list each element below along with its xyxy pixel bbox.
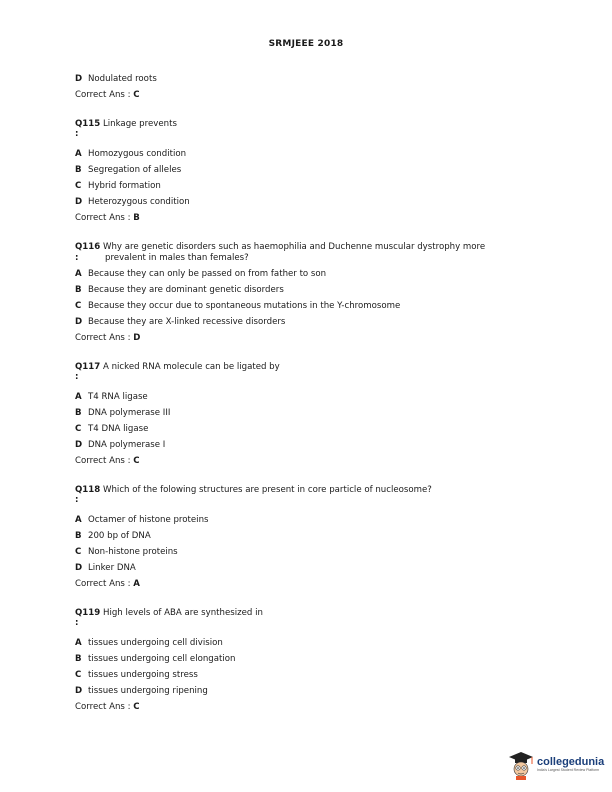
- question-block: [75, 362, 555, 471]
- correct-answer: [75, 701, 555, 717]
- option-row: [75, 562, 555, 578]
- option-letter: C: [75, 424, 82, 434]
- option-list: [75, 637, 555, 717]
- question-heading: [75, 608, 555, 619]
- question-text: Linkage prevents: [102, 119, 177, 129]
- option-row: [75, 196, 555, 212]
- option-row: [75, 637, 555, 653]
- option-row: [75, 391, 555, 407]
- option-list: [75, 268, 555, 348]
- correct-answer: [75, 455, 555, 471]
- question-heading: [75, 485, 555, 496]
- option-text: Hybrid formation: [88, 181, 161, 191]
- correct-answer: [75, 89, 555, 105]
- answer-label: Correct Ans :: [75, 333, 131, 343]
- question-block: [75, 608, 555, 717]
- logo-name: collegedunia: [537, 756, 605, 768]
- option-text: tissues undergoing stress: [88, 670, 198, 680]
- option-row: [75, 164, 555, 180]
- question-text: Which of the folowing structures are present in core particle of nucleosome?: [102, 485, 432, 495]
- answer-value: C: [133, 702, 140, 712]
- option-text: T4 RNA ligase: [88, 392, 148, 402]
- question-number: Q116: [75, 242, 101, 252]
- option-letter: A: [75, 515, 82, 525]
- option-letter: C: [75, 301, 82, 311]
- option-row: [75, 180, 555, 196]
- logo-tagline: India's Largest Student Review Platform: [537, 768, 600, 772]
- question-colon: :: [75, 495, 79, 505]
- answer-value: C: [133, 90, 140, 100]
- question-text: A nicked RNA molecule can be ligated by: [102, 362, 280, 372]
- question-continuation: [75, 253, 555, 264]
- option-letter: A: [75, 392, 82, 402]
- option-row: [75, 685, 555, 701]
- option-text: tissues undergoing ripening: [88, 686, 208, 696]
- option-letter: B: [75, 654, 82, 664]
- option-list: [75, 391, 555, 471]
- option-row: [75, 423, 555, 439]
- option-row: [75, 148, 555, 164]
- answer-label: Correct Ans :: [75, 579, 131, 589]
- option-row: [75, 300, 555, 316]
- option-row: [75, 514, 555, 530]
- option-text: tissues undergoing cell elongation: [88, 654, 236, 664]
- correct-answer: [75, 332, 555, 348]
- question-block: [75, 485, 555, 594]
- answer-value: D: [133, 333, 141, 343]
- option-text: Because they can only be passed on from father to son: [88, 269, 327, 279]
- option-letter: C: [75, 547, 82, 557]
- option-text: Because they are dominant genetic disorders: [88, 285, 284, 295]
- question-heading: [75, 242, 555, 253]
- question-colon: :: [75, 618, 79, 628]
- answer-label: Correct Ans :: [75, 213, 131, 223]
- correct-answer: [75, 578, 555, 594]
- option-text: Linker DNA: [88, 563, 136, 573]
- option-letter: D: [75, 440, 83, 450]
- option-letter: C: [75, 670, 82, 680]
- logo-text: [537, 757, 604, 773]
- option-letter: D: [75, 686, 83, 696]
- answer-value: A: [133, 579, 140, 589]
- option-list: [75, 148, 555, 228]
- graduate-mascot-icon: [508, 750, 534, 780]
- option-text: Because they are X-linked recessive disorders: [88, 317, 286, 327]
- option-letter: A: [75, 149, 82, 159]
- option-letter: D: [75, 74, 83, 84]
- question-heading: [75, 362, 555, 373]
- option-row: [75, 439, 555, 455]
- answer-label: Correct Ans :: [75, 90, 131, 100]
- option-text: Nodulated roots: [88, 74, 157, 84]
- answer-label: Correct Ans :: [75, 702, 131, 712]
- option-text: DNA polymerase III: [88, 408, 171, 418]
- option-text: Non-histone proteins: [88, 547, 178, 557]
- question-number: Q117: [75, 362, 101, 372]
- option-letter: B: [75, 531, 82, 541]
- option-text: Homozygous condition: [88, 149, 187, 159]
- question-heading: [75, 119, 555, 130]
- option-text: Because they occur due to spontaneous mutations in the Y-chromosome: [88, 301, 401, 311]
- option-row: [75, 284, 555, 300]
- option-letter: A: [75, 638, 82, 648]
- option-row: [75, 530, 555, 546]
- option-row: [75, 268, 555, 284]
- option-text: T4 DNA ligase: [88, 424, 149, 434]
- option-letter: B: [75, 408, 82, 418]
- option-letter: B: [75, 165, 82, 175]
- option-text: Heterozygous condition: [88, 197, 190, 207]
- question-number: Q118: [75, 485, 101, 495]
- option-text: 200 bp of DNA: [88, 531, 151, 541]
- page-header: SRMJEEE 2018: [268, 39, 344, 49]
- question-number: Q119: [75, 608, 101, 618]
- question-colon: :: [75, 372, 79, 382]
- option-row: [75, 669, 555, 685]
- option-text: DNA polymerase I: [88, 440, 166, 450]
- question-colon: :: [75, 129, 79, 139]
- option-row: [75, 546, 555, 562]
- option-row: [75, 316, 555, 332]
- option-text: tissues undergoing cell division: [88, 638, 223, 648]
- question-text: High levels of ABA are synthesized in: [102, 608, 263, 618]
- collegedunia-logo[interactable]: [508, 748, 608, 782]
- question-list: [75, 73, 555, 717]
- option-letter: D: [75, 563, 83, 573]
- question-number: Q115: [75, 119, 101, 129]
- option-row: [75, 653, 555, 669]
- option-letter: C: [75, 181, 82, 191]
- previous-question-tail: [75, 73, 555, 105]
- option-text: Octamer of histone proteins: [88, 515, 209, 525]
- question-text: Why are genetic disorders such as haemophilia and Duchenne muscular dystrophy more: [102, 242, 486, 252]
- option-letter: D: [75, 317, 83, 327]
- question-block: [75, 119, 555, 228]
- question-text-continued: prevalent in males than females?: [105, 253, 249, 263]
- option-letter: D: [75, 197, 83, 207]
- answer-value: C: [133, 456, 140, 466]
- question-colon: :: [75, 253, 79, 263]
- option-row: [75, 73, 555, 89]
- answer-value: B: [133, 213, 140, 223]
- question-block: [75, 242, 555, 348]
- option-list: [75, 514, 555, 594]
- correct-answer: [75, 212, 555, 228]
- answer-label: Correct Ans :: [75, 456, 131, 466]
- option-row: [75, 407, 555, 423]
- option-text: Segregation of alleles: [88, 165, 182, 175]
- option-letter: A: [75, 269, 82, 279]
- option-letter: B: [75, 285, 82, 295]
